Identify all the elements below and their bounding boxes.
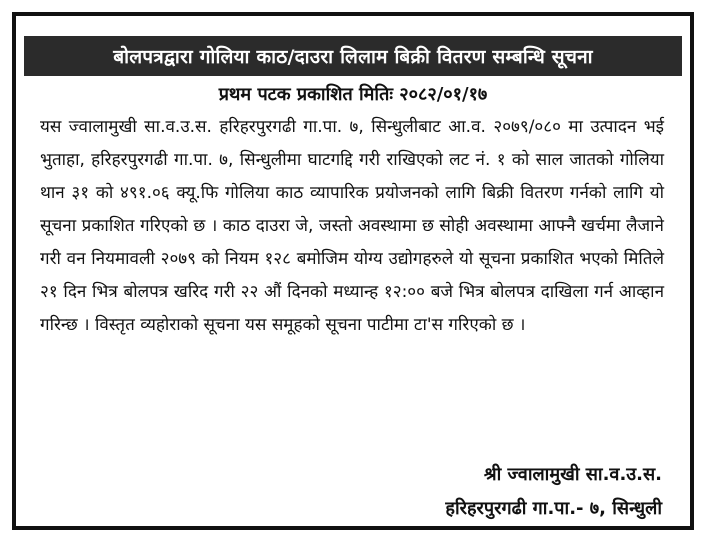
signature-address: हरिहरपुरगढी गा.पा.- ७, सिन्धुली [445,498,662,519]
notice-title: बोलपत्रद्वारा गोलिया काठ/दाउरा लिलाम बिक्री वितरण सम्बन्धि सूचना [113,46,593,68]
signature-block [445,458,662,526]
notice-box [12,12,694,530]
signature-organization: श्री ज्वालामुखी सा.व.उ.स. [483,464,662,485]
publication-date-line: प्रथम पटक प्रकाशित मितिः २०८२/०१/१७ [218,84,488,105]
notice-body: यस ज्वालामुखी सा.व.उ.स. हरिहरपुरगढी गा.पा. ७, सिन्धुलीबाट आ.व. २०७९/०८० मा उत्पादन भई भुताहा, हरिहरपुरगढी गा.पा. ७, सिन्धुलीमा घाटगद्दि गरी राखिएको लट नं. १ को साल जातको गोलिया थान ३१ को ४९१.०६ क्यू.फि गोलिया काठ व्यापारिक प्रयोजनको लागि बिक्री वितरण गर्नको लागि यो सूचना प्रकाशित गरिएको छ । काठ दाउरा जे, जस्तो अवस्थामा छ सोही अवस्थामा आफ्नै खर्चमा लैजाने गरी वन नियमावली २०७९ को नियम १२८ बमोजिम योग्य उद्योगहरुले यो सूचना प्रकाशित भएको मितिले २१ दिन भित्र बोलपत्र खरिद गरी २२ औं दिनको मध्यान्ह १२:०० बजे भित्र बोलपत्र दाखिला गर्न आव्हान गरिन्छ । विस्तृत व्यहोराको सूचना यस समूहको सूचना पाटीमा टा'स गरिएको छ । [40,117,664,335]
notice-title-bar [24,36,682,76]
